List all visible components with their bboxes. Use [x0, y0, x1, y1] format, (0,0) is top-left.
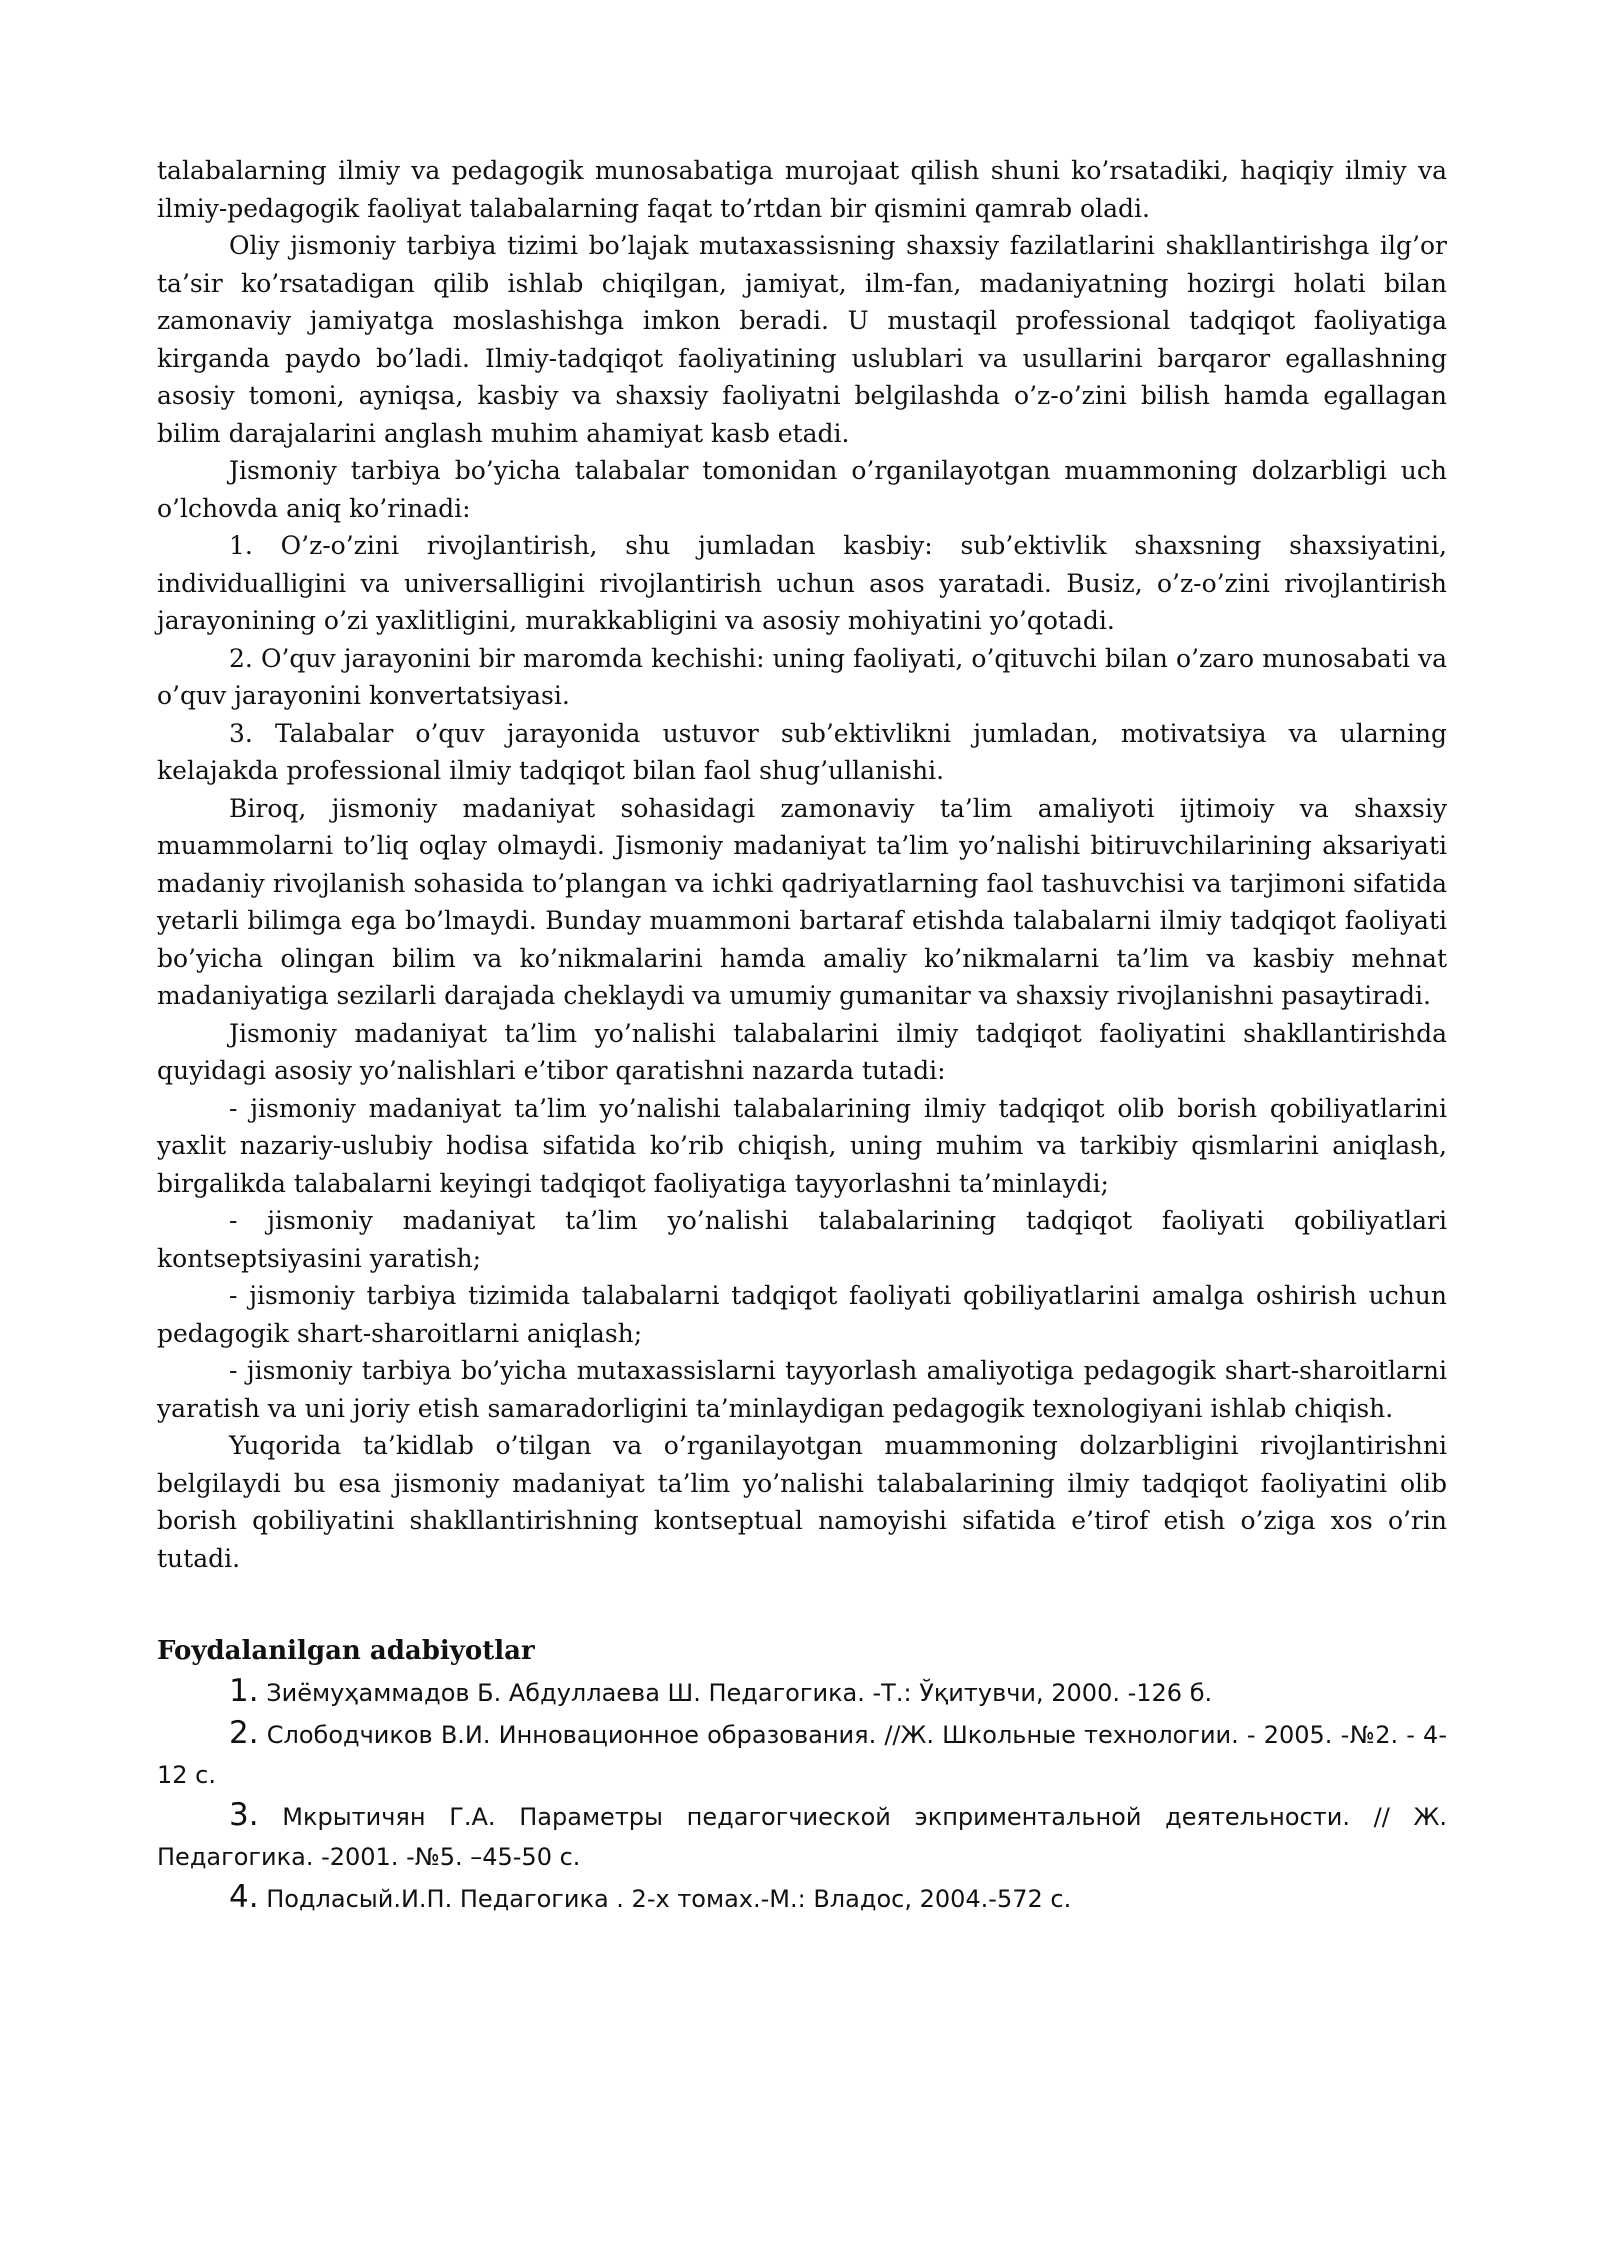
- reference-text: Зиёмуҳаммадов Б. Абдуллаева Ш. Педагогика. -Т.: Ўқитувчи, 2000. -126 б.: [266, 1679, 1213, 1707]
- list-item-1: 1. O’z-o’zini rivojlantirish, shu jumladan kasbiy: sub’ektivlik shaxsning shaxsiyatini, individualligini va universalligini rivojlantirish uchun asos yaratadi. Busiz, o’z-o’zini rivojlantirish jarayonining o’zi yaxlitligini, murakkabligini va asosiy mohiyatini yo’qotadi.: [157, 531, 1447, 635]
- list-item-2: 2. O’quv jarayonini bir maromda kechishi: uning faoliyati, o’qituvchi bilan o’zaro munosabati va o’quv jarayonini konvertatsiyasi.: [157, 643, 1447, 710]
- paragraph-higher-education-system: Oliy jismoniy tarbiya tizimi bo’lajak mutaxassisning shaxsiy fazilatlarini shakllantirishga ilg’or ta’sir ko’rsatadigan qilib ishlab chiqilgan, jamiyat, ilm-fan, madaniyatning hozirgi holati bilan zamonaviy jamiyatga moslashishga imkon beradi. U mustaqil professional tadqiqot faoliyatiga kirganda paydo bo’ladi. Ilmiy-tadqiqot faoliyatining uslublari va usullarini barqaror egallashning asosiy tomoni, ayniqsa, kasbiy va shaxsiy faoliyatni belgilashda o’z-o’zini bilish hamda egallagan bilim darajalarini anglash muhim ahamiyat kasb etadi.: [157, 231, 1447, 448]
- bullet-item-3: - jismoniy tarbiya tizimida talabalarni tadqiqot faoliyati qobiliyatlarini amalga oshirish uchun pedagogik shart-sharoitlarni aniqlash;: [157, 1281, 1447, 1348]
- reference-item: [157, 1795, 1447, 1877]
- reference-number: 4.: [229, 1879, 259, 1915]
- list-item-3: 3. Talabalar o’quv jarayonida ustuvor sub’ektivlikni jumladan, motivatsiya va ularning kelajakda professional ilmiy tadqiqot bilan faol shug’ullanishi.: [157, 718, 1447, 785]
- bullet-item-4: - jismoniy tarbiya bo’yicha mutaxassislarni tayyorlash amaliyotiga pedagogik shart-sharoitlarni yaratish va uni joriy etish samaradorligini ta’minlaydigan pedagogik texnologiyani ishlab chiqish.: [157, 1356, 1447, 1423]
- paragraph-conclusion: Yuqorida ta’kidlab o’tilgan va o’rganilayotgan muammoning dolzarbligini rivojlantirishni belgilaydi bu esa jismoniy madaniyat ta’lim yo’nalishi talabalarining ilmiy tadqiqot faoliyatini olib borish qobiliyatini shakllantirishning kontseptual namoyishi sifatida e’tirof etish o’ziga xos o’rin tutadi.: [157, 1431, 1447, 1573]
- paragraph-directions-intro: Jismoniy madaniyat ta’lim yo’nalishi talabalarini ilmiy tadqiqot faoliyatini shakllantirishda quyidagi asosiy yo’nalishlari e’tibor qaratishni nazarda tutadi:: [157, 1018, 1447, 1085]
- reference-item: [157, 1671, 1447, 1713]
- reference-text: Мкрытичян Г.А. Параметры педагогчиеской экприментальной деятельности. // Ж. Педагогика. -2001. -№5. –45-50 с.: [157, 1803, 1447, 1871]
- references-title: Foydalanilgan adabiyotlar: [157, 1636, 535, 1666]
- reference-number: 1.: [229, 1673, 259, 1709]
- reference-number: 3.: [229, 1797, 259, 1833]
- paragraph-however: Biroq, jismoniy madaniyat sohasidagi zamonaviy ta’lim amaliyoti ijtimoiy va shaxsiy muammolarni to’liq oqlay olmaydi. Jismoniy madaniyat ta’lim yo’nalishi bitiruvchilarining aksariyati madaniy rivojlanish sohasida to’plangan va ichki qadriyatlarning faol tashuvchisi va tarjimoni sifatida yetarli bilimga ega bo’lmaydi. Bunday muammoni bartaraf etishda talabalarni ilmiy tadqiqot faoliyati bo’yicha olingan bilim va ko’nikmalarini hamda amaliy ko’nikmalarni ta’lim va kasbiy mehnat madaniyatiga sezilarli darajada cheklaydi va umumiy gumanitar va shaxsiy rivojlanishni pasaytiradi.: [157, 793, 1447, 1010]
- reference-item: [157, 1713, 1447, 1795]
- bullet-item-2: - jismoniy madaniyat ta’lim yo’nalishi talabalarining tadqiqot faoliyati qobiliyatlari kontseptsiyasini yaratish;: [157, 1206, 1447, 1273]
- page-content: [157, 152, 1447, 1919]
- reference-text: Подласый.И.П. Педагогика . 2-х томах.-М.: Владос, 2004.-572 с.: [266, 1885, 1072, 1913]
- bullet-item-1: - jismoniy madaniyat ta’lim yo’nalishi talabalarining ilmiy tadqiqot olib borish qobiliyatlarini yaxlit nazariy-uslubiy hodisa sifatida ko’rib chiqish, uning muhim va tarkibiy qismlarini aniqlash, birgalikda talabalarni keyingi tadqiqot faoliyatiga tayyorlashni ta’minlaydi;: [157, 1093, 1447, 1198]
- paragraph-relevance-intro: Jismoniy tarbiya bo’yicha talabalar tomonidan o’rganilayotgan muammoning dolzarbligi uch o’lchovda aniq ko’rinadi:: [157, 456, 1447, 523]
- reference-text: Слободчиков В.И. Инновационное образования. //Ж. Школьные технологии. - 2005. -№2. - 4-12 с.: [157, 1721, 1447, 1789]
- reference-item: [157, 1877, 1447, 1919]
- reference-number: 2.: [229, 1715, 259, 1751]
- paragraph-continuation: talabalarning ilmiy va pedagogik munosabatiga murojaat qilish shuni ko’rsatadiki, haqiqiy ilmiy va ilmiy-pedagogik faoliyat talabalarning faqat to’rtdan bir qismini qamrab oladi.: [157, 156, 1447, 223]
